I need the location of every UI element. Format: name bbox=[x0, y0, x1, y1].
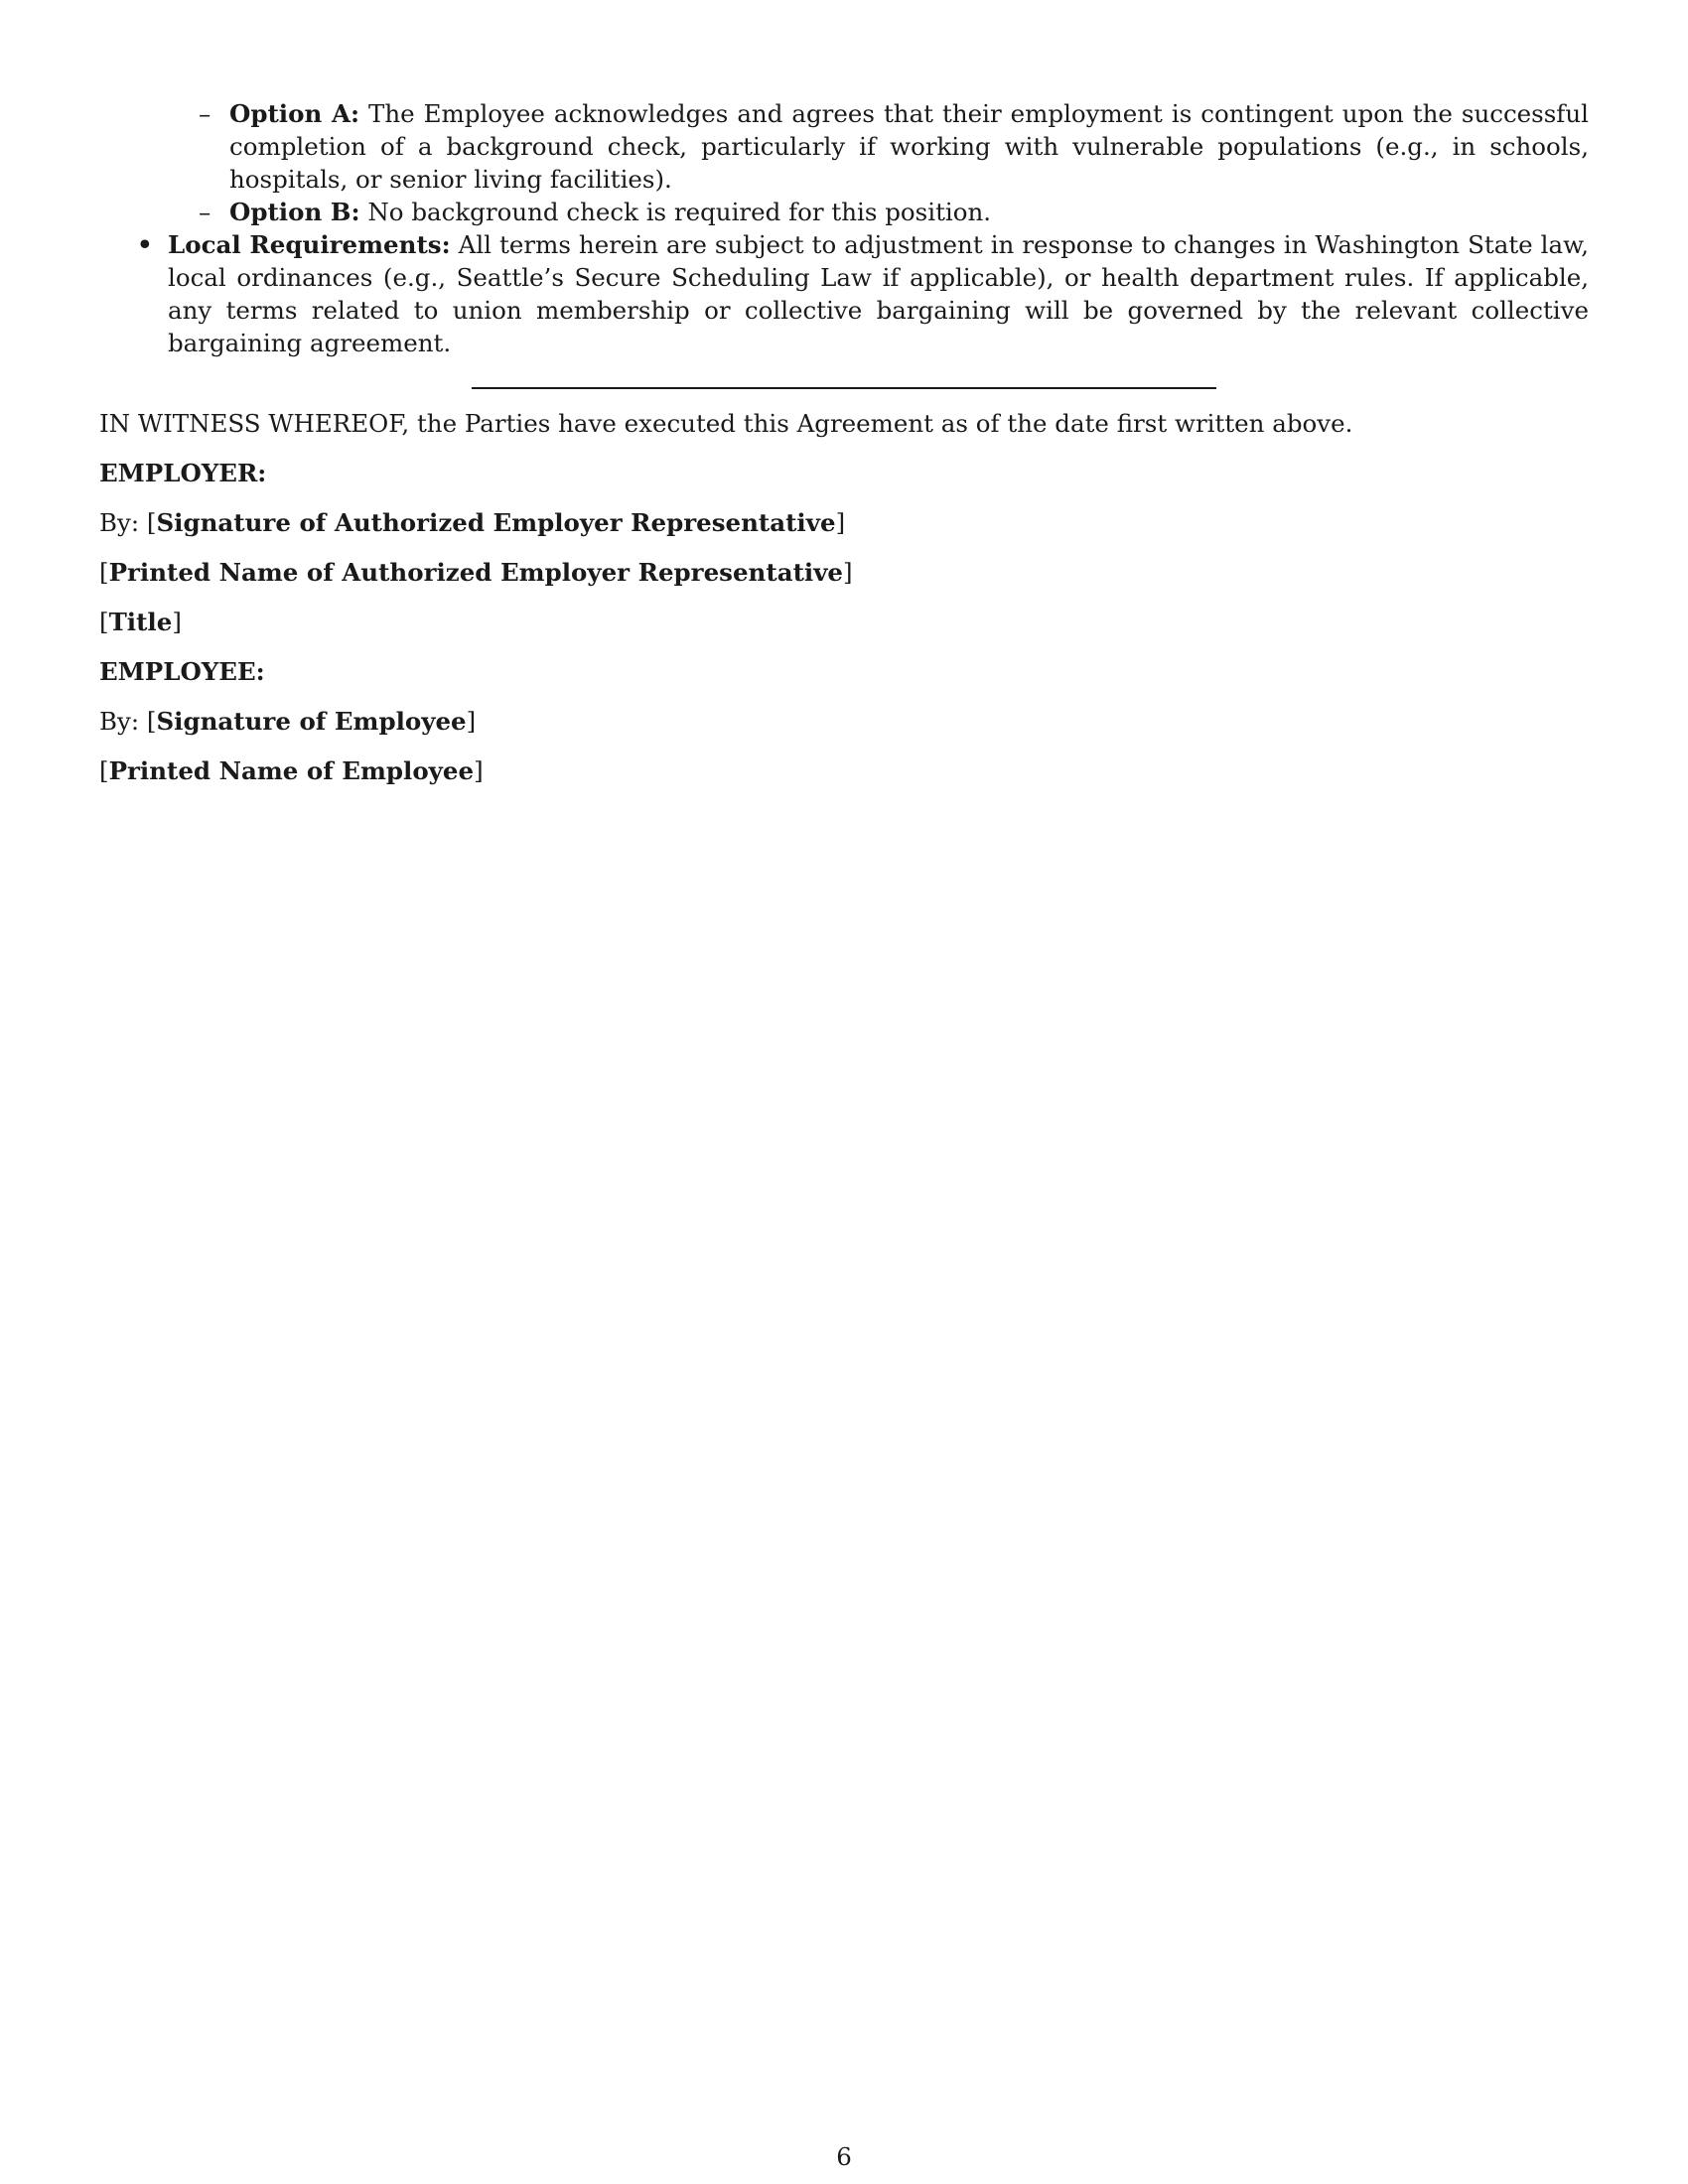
employee-printed-name-line bbox=[99, 754, 1589, 787]
option-a-label: Option A: bbox=[229, 99, 360, 128]
close-bracket: ] bbox=[466, 707, 477, 736]
local-requirements-label: Local Requirements: bbox=[168, 230, 451, 259]
open-bracket: [ bbox=[99, 756, 109, 785]
option-a-text: The Employee acknowledges and agrees that their employment is contingent upon the successful completion of a background check, particularly if working with vulnerable populations (e.g., in schools, hospitals, or senior living facilities). bbox=[229, 99, 1589, 194]
background-check-options bbox=[99, 97, 1589, 228]
close-bracket: ] bbox=[843, 558, 853, 587]
employer-title-line bbox=[99, 606, 1589, 638]
page-number: 6 bbox=[836, 2142, 852, 2171]
document-body bbox=[99, 97, 1589, 787]
open-bracket: [ bbox=[99, 558, 109, 587]
close-bracket: ] bbox=[172, 608, 182, 636]
employer-title-placeholder: Title bbox=[108, 608, 173, 636]
employee-signature-line bbox=[99, 705, 1589, 738]
open-bracket: [ bbox=[146, 707, 157, 736]
close-bracket: ] bbox=[474, 756, 484, 785]
employer-signature-line bbox=[99, 506, 1589, 539]
section-divider bbox=[472, 387, 1216, 389]
employer-heading: EMPLOYER: bbox=[99, 459, 267, 487]
employer-signature-placeholder: Signature of Authorized Employer Representative bbox=[156, 508, 836, 537]
local-requirements-item bbox=[99, 228, 1589, 359]
open-bracket: [ bbox=[146, 508, 157, 537]
open-bracket: [ bbox=[99, 608, 109, 636]
employer-printed-name-placeholder: Printed Name of Authorized Employer Representative bbox=[108, 558, 844, 587]
option-a-item bbox=[99, 97, 1589, 196]
employer-printed-name-line bbox=[99, 556, 1589, 589]
option-b-text: No background check is required for this position. bbox=[367, 198, 992, 226]
option-b-item bbox=[99, 196, 1589, 228]
dash-marker: – bbox=[199, 99, 211, 128]
employee-signature-placeholder: Signature of Employee bbox=[156, 707, 467, 736]
bullet-marker: • bbox=[137, 230, 153, 259]
option-b-label: Option B: bbox=[229, 198, 360, 226]
employee-heading: EMPLOYEE: bbox=[99, 657, 265, 686]
close-bracket: ] bbox=[835, 508, 846, 537]
witness-paragraph: IN WITNESS WHEREOF, the Parties have executed this Agreement as of the date first written above. bbox=[99, 409, 1353, 438]
local-requirements-text: All terms herein are subject to adjustment in response to changes in Washington State law, local ordinances (e.g., Seattle’s Secure Scheduling Law if applicable), or health department rules. If applicable, any terms related to union membership or collective bargaining will be governed by the relevant collective bargaining agreement. bbox=[168, 230, 1589, 357]
employee-by-prefix: By: bbox=[99, 707, 140, 736]
dash-marker: – bbox=[199, 198, 211, 226]
employee-printed-name-placeholder: Printed Name of Employee bbox=[108, 756, 475, 785]
employer-by-prefix: By: bbox=[99, 508, 140, 537]
